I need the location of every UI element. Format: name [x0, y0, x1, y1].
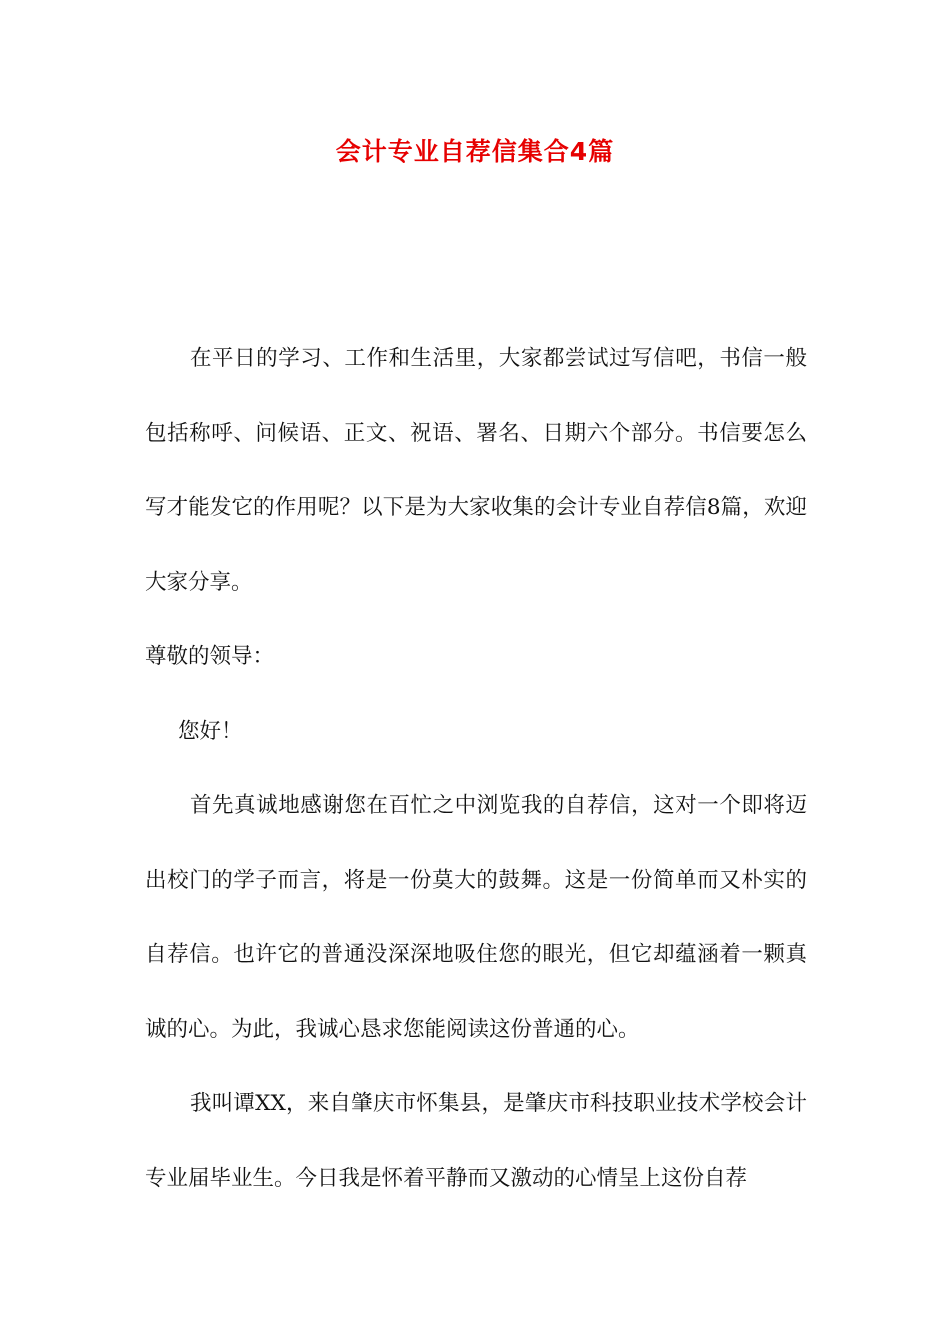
document-body [145, 322, 807, 1216]
document-title: 会计专业自荐信集合4篇 [335, 137, 615, 166]
body-paragraph: 首先真诚地感谢您在百忙之中浏览我的自荐信，这对一个即将迈出校门的学子而言，将是一份莫大的鼓舞。这是一份简单而又朴实的自荐信。也许它的普通没深深地吸住您的眼光，但它却蕴涵着一颗真诚的心。为此，我诚心恳求您能阅读这份普通的心。 [145, 793, 807, 1042]
body-paragraph: 我叫谭XX，来自肇庆市怀集县，是肇庆市科技职业技术学校会计专业届毕业生。今日我是怀着平静而又激动的心情呈上这份自荐 [145, 1091, 807, 1191]
salutation: 尊敬的领导： [145, 644, 275, 669]
intro-paragraph: 在平日的学习、工作和生活里，大家都尝试过写信吧，书信一般包括称呼、问候语、正文、祝语、署名、日期六个部分。书信要怎么写才能发它的作用呢？以下是为大家收集的会计专业自荐信8篇，欢迎大家分享。 [145, 346, 807, 595]
greeting: 您好！ [178, 718, 243, 744]
